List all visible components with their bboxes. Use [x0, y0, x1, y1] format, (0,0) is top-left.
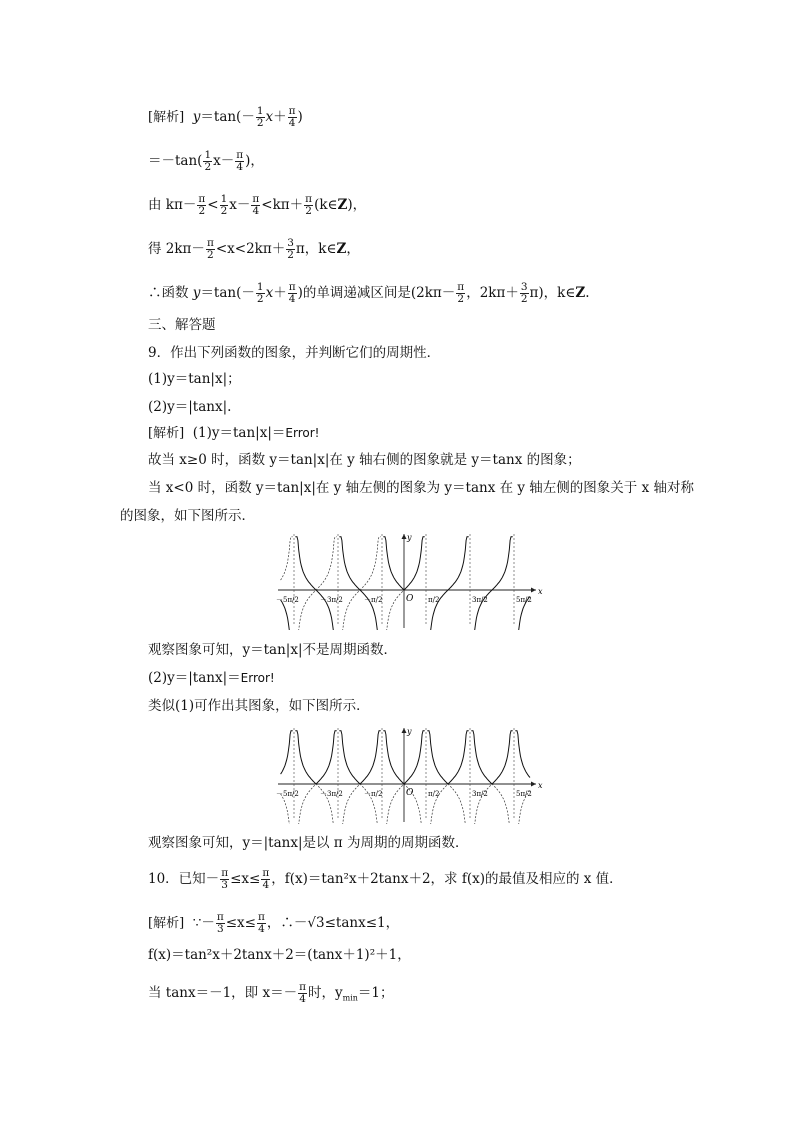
tick-label: －π/2 — [364, 596, 383, 604]
curve-branch — [339, 537, 383, 630]
fraction-pi-over-4: $\frac{\pi}{4}$ — [299, 981, 306, 1005]
sqrt-three: √3 — [307, 915, 325, 931]
fraction-pi-over-3: $\frac{\pi}{3}$ — [221, 867, 229, 891]
q9-part2-answer: (2)y＝|tanx|＝Error! — [148, 670, 275, 686]
fraction-one-half: $\frac{1}{2}$ — [220, 193, 228, 217]
analysis-tag: [解析] — [148, 916, 185, 931]
sol8-line-4: 得 2kπ－ $\frac{\pi}{2}$ <x<2kπ＋ $\frac{3}{2}$ π，k∈Z， — [148, 237, 360, 261]
q9-part2: (2)y＝|tanx|. — [148, 399, 232, 415]
graph-2-svg — [272, 724, 548, 824]
q9-stem: 9．作出下列函数的图象，并判断它们的周期性． — [148, 345, 441, 361]
analysis-tag: [解析] — [148, 110, 185, 125]
analysis-tag: [解析] — [148, 426, 185, 441]
tick-label: 3π/2 — [472, 790, 488, 798]
graph-tan-abs-x — [272, 530, 548, 630]
curve-branch — [515, 731, 530, 778]
q9-answer-2: 故当 x≥0 时，函数 y＝tan|x|在 y 轴右侧的图象就是 y＝tanx 的图象； — [148, 452, 581, 468]
fraction-pi-over-2: $\frac{\pi}{2}$ — [206, 237, 214, 261]
reflected-branch — [295, 537, 336, 630]
tick-label: －3π/2 — [320, 790, 343, 798]
tick-label: －π/2 — [364, 790, 383, 798]
error-text: Error! — [240, 671, 275, 685]
curve-branch — [295, 537, 336, 630]
q10-solution-1: [解析] ∵－ $\frac{\pi}{3}$ ≤x≤ $\frac{\pi}{4}$ ，∴－√3≤tanx≤1， — [148, 911, 400, 935]
tick-label: －3π/2 — [320, 596, 343, 604]
q9-part1: (1)y＝tan|x|； — [148, 371, 241, 387]
error-text: Error! — [285, 426, 320, 440]
tick-label: －5π/2 — [276, 596, 299, 604]
q10-solution-2: f(x)＝tan²x＋2tanx＋2＝(tanx＋1)²＋1， — [148, 947, 411, 963]
y-axis-arrow — [402, 728, 407, 733]
reflected-branch — [339, 537, 383, 630]
x-axis-arrow — [531, 782, 536, 787]
x-axis-label: x — [538, 781, 543, 790]
q9-answer-3: 当 x<0 时，函数 y＝tan|x|在 y 轴左侧的图象为 y＝tanx 在 y 轴左侧的图象关于 x 轴对称 — [148, 480, 694, 496]
q9-part2-note: 类似(1)可作出其图象，如下图所示． — [148, 698, 370, 714]
tick-label: 5π/2 — [516, 596, 532, 604]
tick-label: 5π/2 — [516, 790, 532, 798]
fraction-one-half: $\frac{1}{2}$ — [256, 105, 264, 129]
fraction-pi-over-4: $\frac{\pi}{4}$ — [236, 149, 244, 173]
tick-label: π/2 — [428, 790, 440, 798]
fraction-three-halves: $\frac{3}{2}$ — [287, 237, 294, 261]
sol8-line-3: 由 kπ－ $\frac{\pi}{2}$ < $\frac{1}{2}$ x－ $\frac{\pi}{4}$ <kπ＋ $\frac{\pi}{2}$ (k∈Z)， — [148, 193, 367, 217]
curve-branch — [471, 731, 512, 784]
y-axis-label: y — [407, 727, 412, 736]
q9-answer-4: 的图象，如下图所示． — [120, 508, 255, 524]
fraction-pi-over-3: $\frac{\pi}{3}$ — [216, 911, 224, 935]
curve-branch — [427, 731, 468, 784]
sol8-line-1: [解析] y＝tan(－ $\frac{1}{2}$ x＋ $\frac{\pi}{4}$ ) — [148, 105, 303, 129]
sol8-line-5: ∴函数 y＝tan(－ $\frac{1}{2}$ x＋ $\frac{\pi}{4}$ )的单调递减区间是(2kπ－ $\frac{\pi}{2}$ ，2kπ＋ $\frac{3}{2}$ π)，k∈Z. — [148, 281, 590, 305]
graph-1-svg — [272, 530, 548, 630]
y-axis-label: y — [407, 533, 412, 542]
q10-stem: 10．已知－ $\frac{\pi}{3}$ ≤x≤ $\frac{\pi}{4}$ ，f(x)＝tan²x＋2tanx＋2，求 f(x)的最值及相应的 x 值． — [148, 867, 623, 891]
q9-observation-2: 观察图象可知，y＝|tanx|是以 π 为周期的周期函数． — [148, 835, 469, 851]
tick-label: π/2 — [428, 596, 440, 604]
q9-answer-1: [解析] (1)y＝tan|x|＝Error! — [148, 425, 320, 441]
reflected-branch — [281, 537, 293, 580]
fraction-pi-over-4: $\frac{\pi}{4}$ — [262, 867, 270, 891]
fraction-one-half: $\frac{1}{2}$ — [256, 281, 264, 305]
curve-branch — [295, 731, 336, 784]
fraction-pi-over-4: $\frac{\pi}{4}$ — [288, 105, 296, 129]
fraction-pi-over-4: $\frac{\pi}{4}$ — [258, 911, 265, 935]
fraction-pi-over-2: $\frac{\pi}{2}$ — [457, 281, 465, 305]
sol8-line-2: ＝－tan( $\frac{1}{2}$ x－ $\frac{\pi}{4}$ )， — [148, 149, 264, 173]
curve-branch — [471, 537, 512, 630]
fraction-pi-over-2: $\frac{\pi}{2}$ — [305, 193, 313, 217]
fraction-pi-over-4: $\frac{\pi}{4}$ — [252, 193, 260, 217]
curve-branch — [281, 600, 293, 630]
graph-abs-tan-x — [272, 724, 548, 824]
curve-branch — [281, 731, 293, 774]
q9-observation-1: 观察图象可知，y＝tan|x|不是周期函数． — [148, 642, 398, 658]
x-axis-label: x — [538, 587, 543, 596]
fraction-one-half: $\frac{1}{2}$ — [204, 149, 212, 173]
reflected-branch — [383, 591, 403, 630]
tick-label: －5π/2 — [276, 790, 299, 798]
x-axis-arrow — [531, 588, 536, 593]
origin-label: O — [406, 788, 414, 798]
fraction-three-halves: $\frac{3}{2}$ — [520, 281, 528, 305]
reflected-branch — [281, 794, 293, 824]
section-heading: 三、解答题 — [148, 317, 216, 333]
curve-branch — [427, 537, 468, 630]
origin-label: O — [406, 594, 414, 604]
q10-solution-3: 当 tanx＝－1，即 x＝－ $\frac{\pi}{4}$ 时，$y_{min}=1$； — [148, 981, 394, 1005]
tick-label: 3π/2 — [472, 596, 488, 604]
fraction-pi-over-4: $\frac{\pi}{4}$ — [288, 281, 296, 305]
fraction-pi-over-2: $\frac{\pi}{2}$ — [198, 193, 206, 217]
curve-branch — [339, 731, 380, 784]
y-axis-arrow — [402, 534, 407, 539]
